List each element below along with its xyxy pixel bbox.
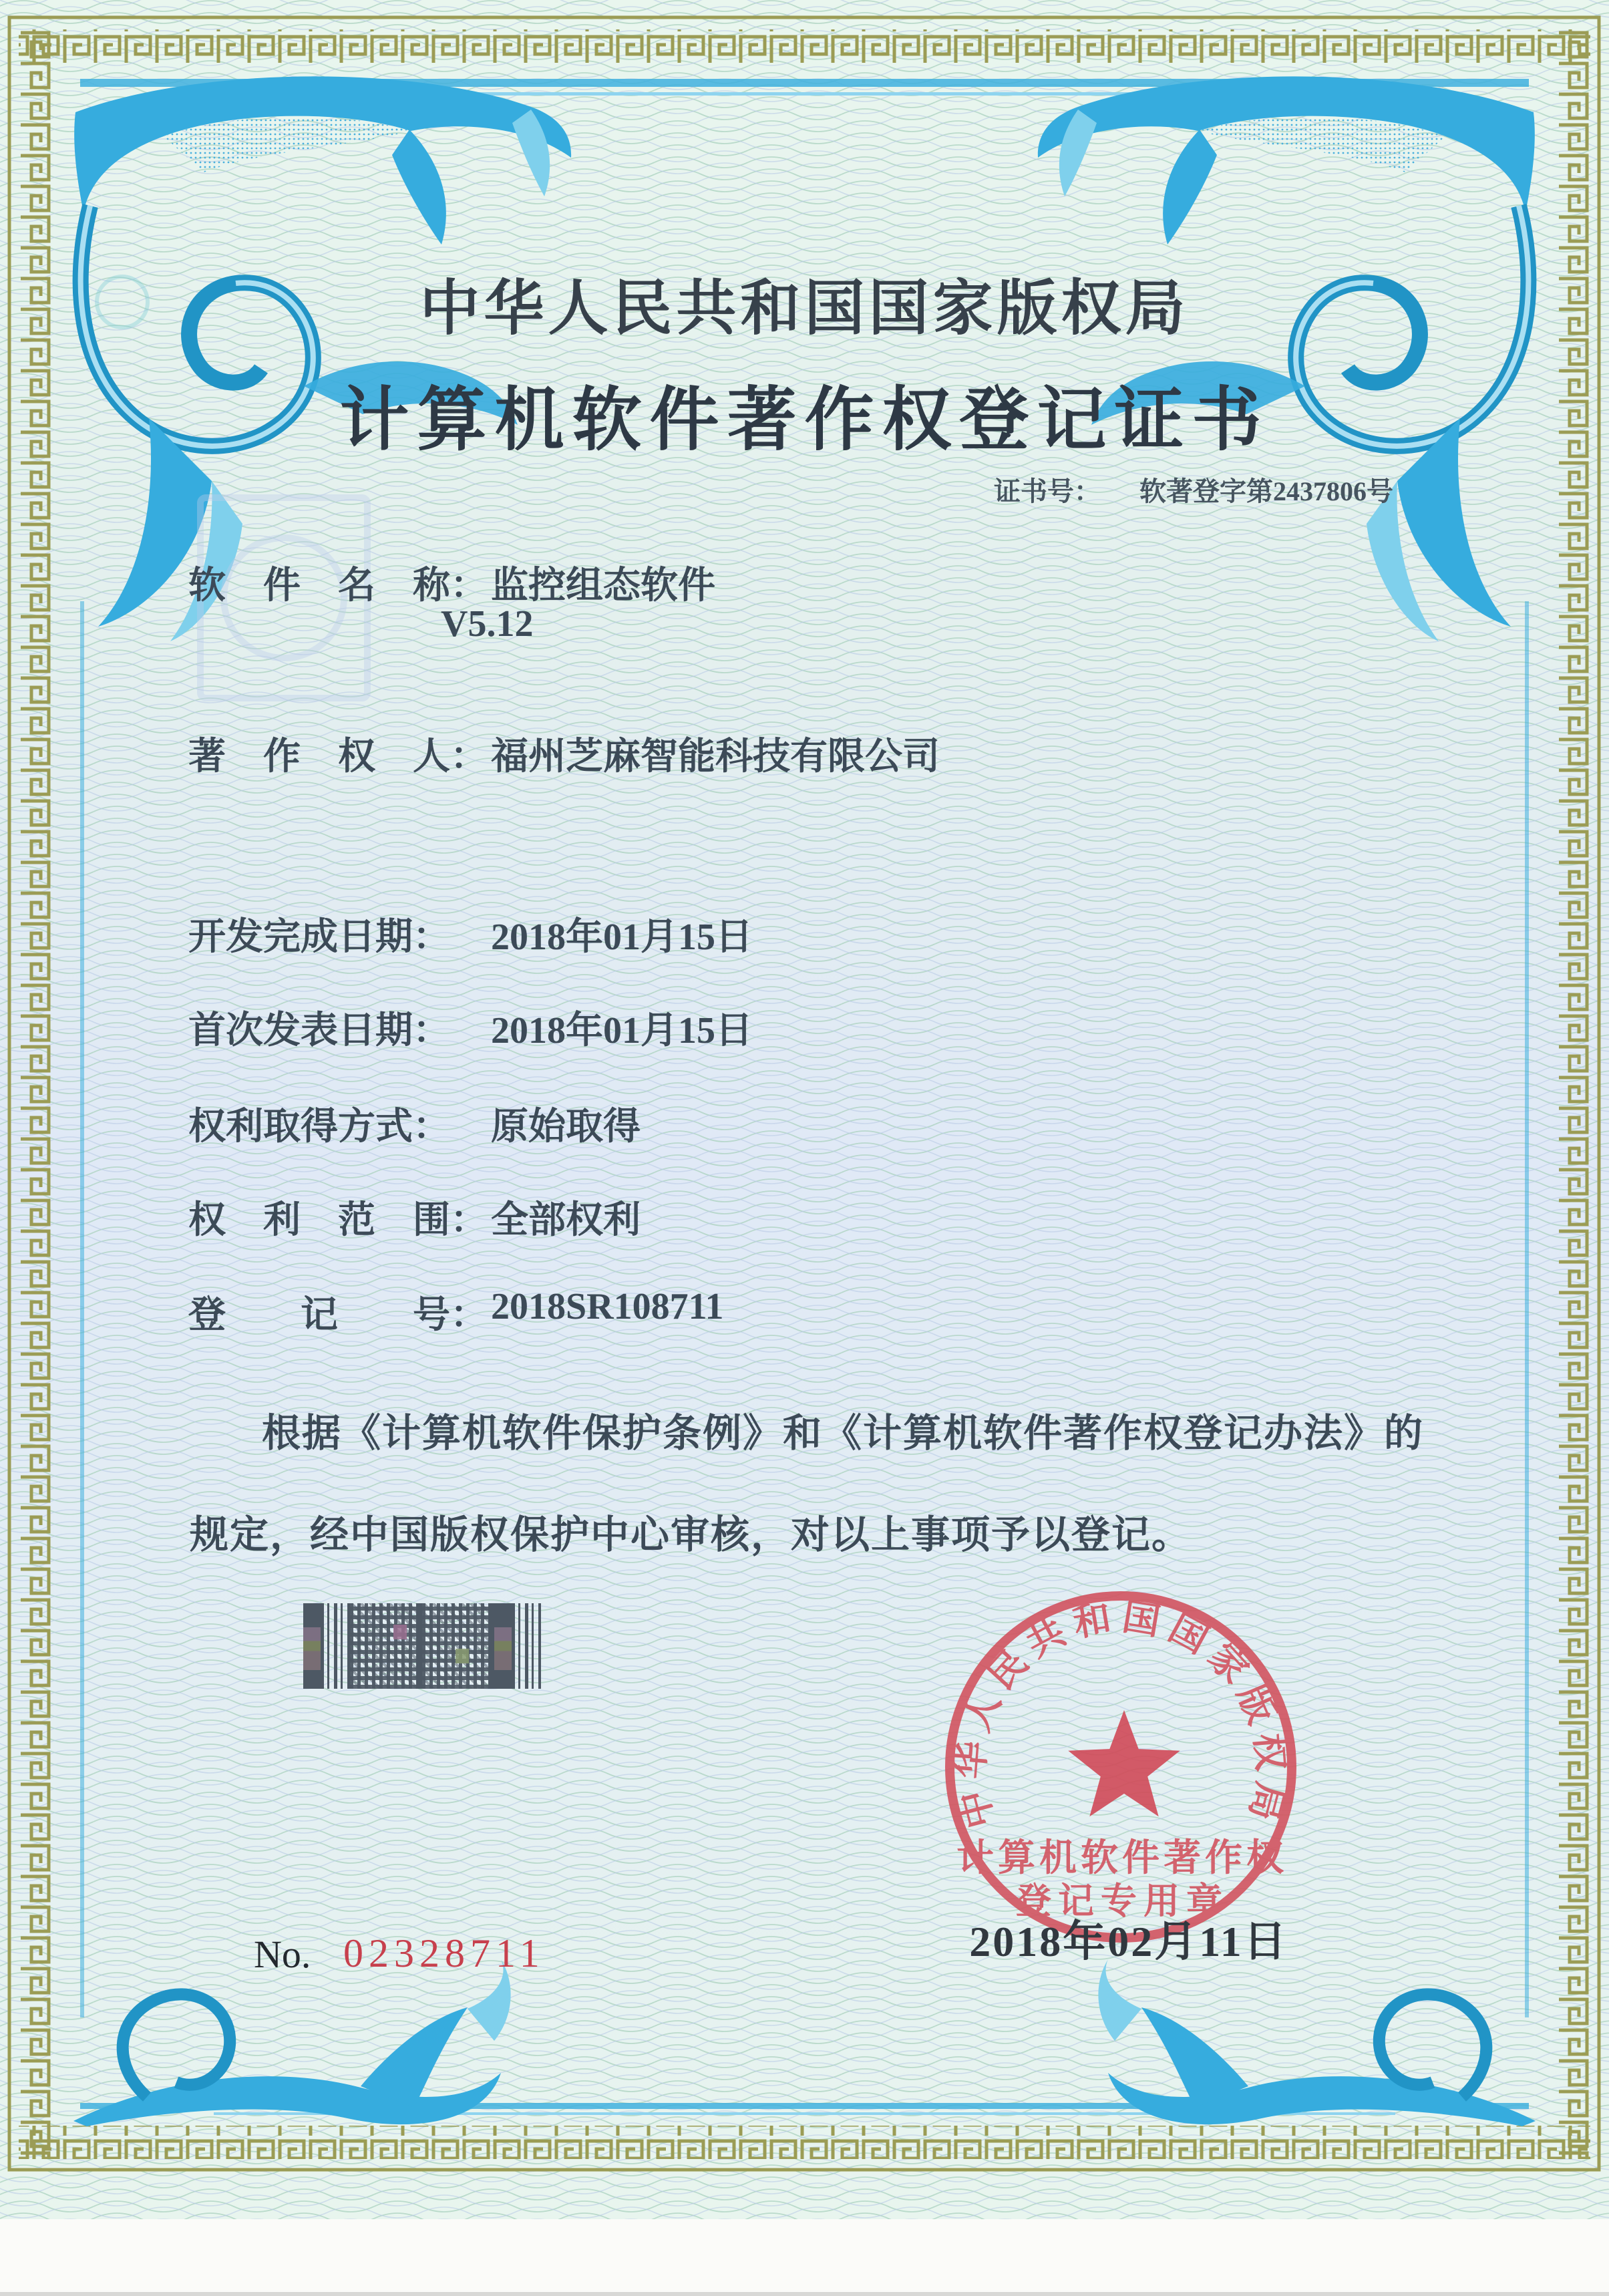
statement-line-2: 规定，经中国版权保护中心审核，对以上事项予以登记。 xyxy=(190,1513,1192,1556)
seal-line-1: 计算机软件著作权 xyxy=(956,1838,1288,1879)
field-row-first-publication-date xyxy=(188,1001,753,1054)
field-value: 2018SR108711 xyxy=(491,1286,724,1327)
seal-arc-text: 中华人民共和国国家版权局 xyxy=(950,1596,1292,1832)
field-value: 原始取得 xyxy=(491,1106,641,1148)
statement-line-1: 根据《计算机软件保护条例》和《计算机软件著作权登记办法》的 xyxy=(262,1412,1425,1455)
field-row-acquisition-method xyxy=(188,1097,641,1150)
software-version: V5.12 xyxy=(441,603,534,645)
field-value: 监控组态软件 xyxy=(491,565,715,607)
issuing-authority-title: 中华人民共和国国家版权局 xyxy=(419,276,1190,342)
barcode-2d xyxy=(303,1603,541,1689)
field-label: 权 利 范 围： xyxy=(188,1200,488,1241)
field-row-registration-number xyxy=(188,1285,724,1339)
field-label: 开发完成日期： xyxy=(188,917,450,958)
scan-margin xyxy=(0,2219,1609,2296)
seal-date: 2018年02月11日 xyxy=(969,1918,1288,1965)
field-row-software-name xyxy=(188,556,715,609)
seal-line-2: 登记专用章 xyxy=(1015,1881,1229,1921)
field-label: 登 记 号： xyxy=(188,1295,488,1336)
barcode-start-pattern xyxy=(321,1603,350,1689)
certificate-number-row xyxy=(994,470,1393,508)
barcode-start-bar xyxy=(303,1603,321,1689)
barcode-stop-bar xyxy=(494,1603,512,1689)
serial-number-label: No. xyxy=(254,1933,311,1976)
field-label: 权利取得方式： xyxy=(188,1106,450,1148)
field-row-completion-date xyxy=(188,907,753,961)
scan-edge-line xyxy=(0,2292,1609,2296)
field-row-copyright-owner xyxy=(188,727,940,780)
certificate-number-value: 软著登字第2437806号 xyxy=(1139,476,1393,506)
field-label: 首次发表日期： xyxy=(188,1010,450,1051)
barcode-data-region xyxy=(422,1603,488,1689)
field-label: 软 件 名 称： xyxy=(188,565,488,607)
greek-key-border-right xyxy=(1557,29,1590,2159)
barcode-divider xyxy=(488,1603,494,1689)
field-row-rights-scope xyxy=(188,1190,641,1244)
field-value: 福州芝麻智能科技有限公司 xyxy=(491,736,940,778)
certificate-title: 计算机软件著作权登记证书 xyxy=(339,382,1270,459)
greek-key-border-bottom xyxy=(19,2126,1590,2159)
barcode-data-region xyxy=(350,1603,416,1689)
barcode-stop-pattern xyxy=(512,1603,541,1689)
barcode-divider xyxy=(416,1603,422,1689)
field-value: 2018年01月15日 xyxy=(491,1010,753,1051)
serial-number-value: 02328711 xyxy=(343,1931,545,1975)
greek-key-border-left xyxy=(19,29,52,2159)
field-value: 2018年01月15日 xyxy=(491,917,753,958)
field-label: 著 作 权 人： xyxy=(188,736,488,778)
field-value: 全部权利 xyxy=(491,1200,641,1241)
greek-key-border-top xyxy=(19,29,1590,63)
certificate-number-label: 证书号： xyxy=(994,476,1101,506)
